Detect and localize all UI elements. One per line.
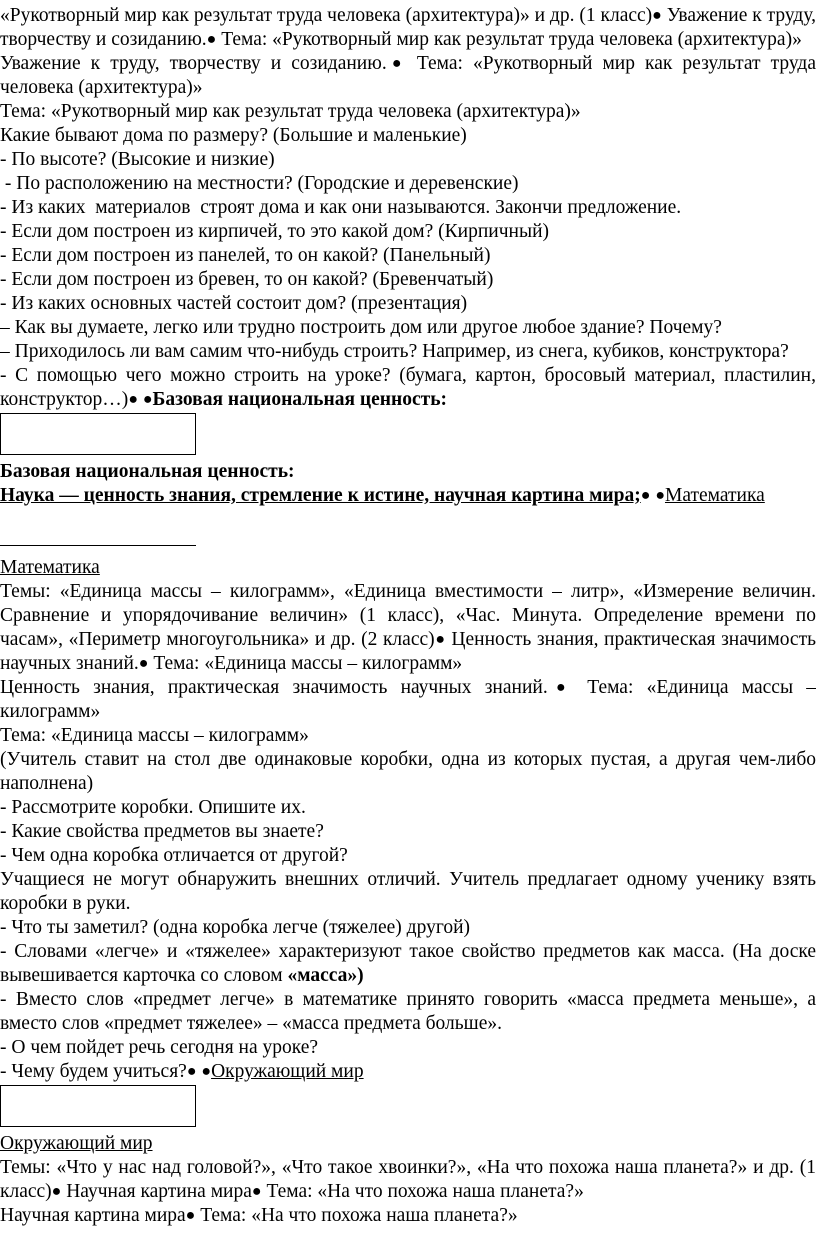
bullet-icon: ● <box>547 679 575 696</box>
question-line <box>0 1060 816 1084</box>
paragraph <box>0 52 816 100</box>
bullet-icon: ● <box>51 1183 62 1200</box>
value-line <box>0 484 816 508</box>
text-run: Уважение к труду, творчеству и созиданию. <box>0 5 816 50</box>
text-run: - С помощью чего можно строить на уроке? (бумага, картон, бросовый материал, пластилин, конструктор…) <box>0 365 816 410</box>
paragraph: Тема: «Рукотворный мир как результат труда человека (архитектура)» <box>0 101 581 122</box>
question-line: – Как вы думаете, легко или трудно построить дом или другое любое здание? Почему? <box>0 317 722 338</box>
math-heading: Математика <box>0 557 100 578</box>
bullet-icon: ● <box>201 1063 212 1080</box>
world-link[interactable]: Окружающий мир <box>211 1061 364 1082</box>
paragraph: (Учитель ставит на стол две одинаковые коробки, одна из которых пустая, а другая чем-либо наполнена) <box>0 749 816 794</box>
question-line: – Приходилось ли вам самим что-нибудь строить? Например, из снега, кубиков, конструктора? <box>0 341 789 362</box>
paragraph: Учащиеся не могут обнаружить внешних отличий. Учитель предлагает одному ученику взять коробки в руки. <box>0 869 816 914</box>
question-line: - Рассмотрите коробки. Опишите их. <box>0 797 306 818</box>
bullet-icon: ● <box>655 487 665 504</box>
question-line: - Из каких материалов строят дома и как они называются. Закончи предложение. <box>0 197 682 218</box>
paragraph <box>0 1204 816 1228</box>
bullet-icon: ● <box>251 1183 262 1200</box>
empty-frame <box>0 413 196 455</box>
text-run: Ценность знания, практическая значимость научных знаний. <box>0 629 816 674</box>
text-run: Тема: «Рукотворный мир как результат труда человека (архитектура)» <box>216 29 802 50</box>
question-line: - Какие свойства предметов вы знаете? <box>0 821 324 842</box>
bullet-icon: ● <box>206 31 217 48</box>
bullet-icon: ● <box>138 655 149 672</box>
bold-word: «масса») <box>287 965 364 986</box>
question-line <box>0 364 816 412</box>
text-run: Научная картина мира <box>61 1181 252 1202</box>
question-line: - О чем пойдет речь сегодня на уроке? <box>0 1037 319 1058</box>
bullet-icon: ● <box>386 55 407 72</box>
text-run: Тема: «Рукотворный мир как результат труда человека (архитектура)» <box>0 53 816 98</box>
question-line: - По расположению на местности? (Городские и деревенские) <box>0 173 519 194</box>
text-run: - Словами «легче» и «тяжелее» характеризуют такое свойство предметов как масса. (На доске вывешивается карточка со словом <box>0 941 816 986</box>
paragraph <box>0 940 816 988</box>
text-run: Тема: «На что похожа наша планета?» <box>261 1181 584 1202</box>
question-line: - Из каких основных частей состоит дом? (презентация) <box>0 293 468 314</box>
world-heading: Окружающий мир <box>0 1133 153 1154</box>
empty-frame-area <box>0 1084 816 1132</box>
bullet-icon: ● <box>185 1207 196 1224</box>
bullet-icon: ● <box>652 7 662 24</box>
text-run: «Рукотворный мир как результат труда человека (архитектура)» и др. (1 класс) <box>0 5 653 26</box>
separator-area <box>0 508 816 556</box>
value-text: Наука — ценность знания, стремление к истине, научная картина мира; <box>0 485 641 506</box>
text-run: Темы: «Единица массы – килограмм», «Единица вместимости – литр», «Измерение величин. Сравнение и упорядочивание величин» (1 класс), «Час. Минута. Определение времени по часам», «Периметр многоугольника» и др. (2 класс) <box>0 581 816 650</box>
question-line: - Что ты заметил? (одна коробка легче (тяжелее) другой) <box>0 917 471 938</box>
paragraph <box>0 4 816 52</box>
bullet-icon: ● <box>186 1063 197 1080</box>
value-heading: Базовая национальная ценность: <box>0 461 295 482</box>
text-run: Ценность знания, практическая значимость научных знаний. <box>0 677 548 698</box>
text-run: Уважение к труду, творчеству и созиданию. <box>0 53 387 74</box>
question-line: - Чем одна коробка отличается от другой? <box>0 845 348 866</box>
text-run: Темы: «Что у нас над головой?», «Что такое хвоинки?», «На что похожа наша планета?» и др. (1 класс) <box>0 1157 816 1202</box>
question-line: - Если дом построен из бревен, то он какой? (Бревенчатый) <box>0 269 494 290</box>
bullet-icon: ● <box>128 391 138 408</box>
question-line: - Если дом построен из кирпичей, то это какой дом? (Кирпичный) <box>0 221 549 242</box>
math-link[interactable]: Математика <box>664 485 765 506</box>
paragraph: Тема: «Единица массы – килограмм» <box>0 725 309 746</box>
bullet-icon: ● <box>434 631 446 648</box>
text-run: Тема: «Единица массы – килограмм» <box>0 677 816 722</box>
bullet-icon: ● <box>142 391 153 408</box>
text-run: Тема: «На что похожа наша планета?» <box>195 1205 518 1226</box>
paragraph: - Вместо слов «предмет легче» в математике принято говорить «масса предмета меньше», а вместо слов «предмет тяжелее» – «масса предмета больше». <box>0 989 816 1034</box>
text-run: Тема: «Единица массы – килограмм» <box>148 653 463 674</box>
paragraph <box>0 580 816 676</box>
question-line: - По высоте? (Высокие и низкие) <box>0 149 275 170</box>
empty-frame <box>0 1085 196 1127</box>
paragraph <box>0 1156 816 1204</box>
paragraph <box>0 676 816 724</box>
empty-frame-area <box>0 412 816 460</box>
value-heading-inline: Базовая национальная ценность: <box>152 389 448 410</box>
text-run: Научная картина мира <box>0 1205 186 1226</box>
separator-line <box>0 545 196 546</box>
text-run: - Чему будем учиться? <box>0 1061 187 1082</box>
question-line: Какие бывают дома по размеру? (Большие и маленькие) <box>0 125 467 146</box>
question-line: - Если дом построен из панелей, то он какой? (Панельный) <box>0 245 491 266</box>
bullet-icon: ● <box>640 487 651 504</box>
